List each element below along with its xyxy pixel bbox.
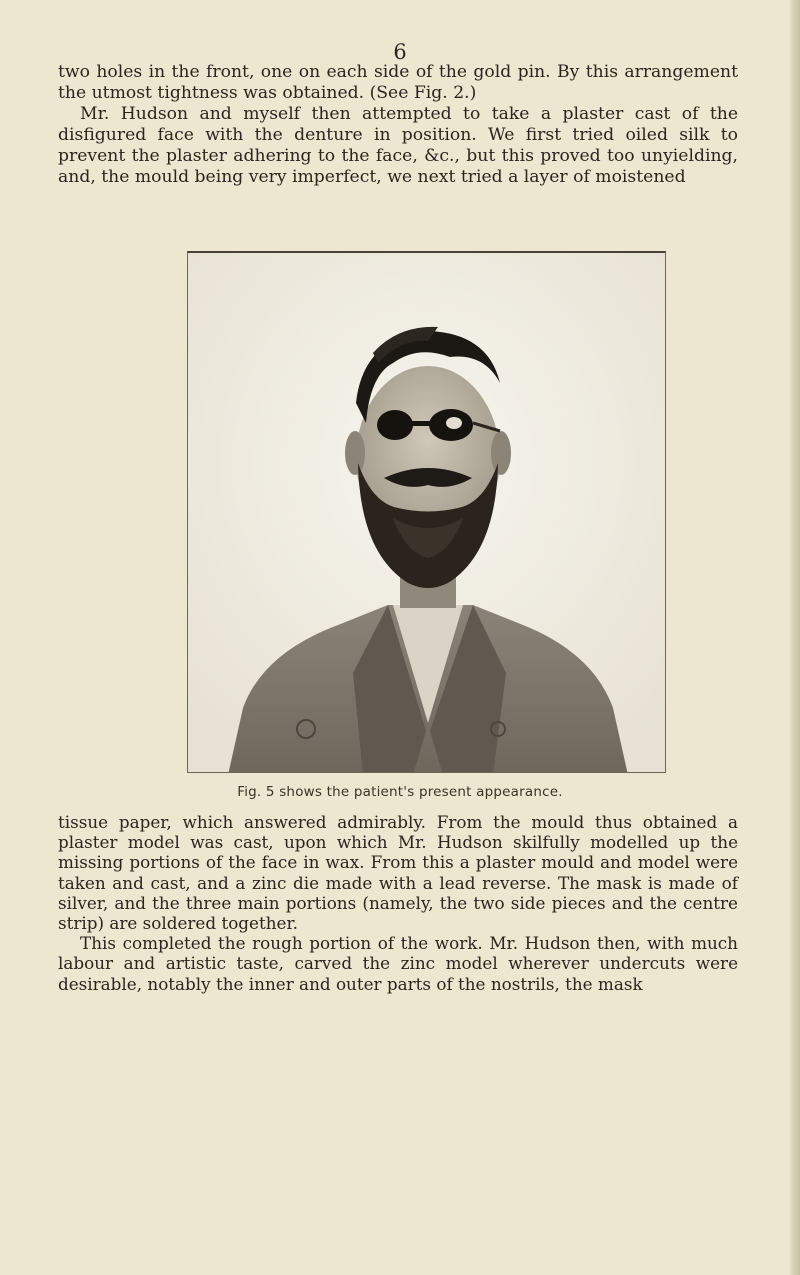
portrait-figure	[187, 251, 666, 773]
portrait-photograph	[188, 253, 666, 773]
page-edge	[790, 0, 800, 1275]
bottom-text-block	[58, 812, 738, 994]
top-text-block	[58, 62, 738, 188]
paragraph-continued: two holes in the front, one on each side of the gold pin. By this arrangement the utmost tightness was obtained. (See Fig. 2.)	[58, 62, 738, 103]
figure-caption: Fig. 5 shows the patient's present appearance.	[237, 784, 563, 800]
paragraph-tissue-paper: tissue paper, which answered admirably. From the mould thus obtained a plaster model was cast, upon which Mr. Hudson skilfully modelled up the missing portions of the face in wax. From this a plaster mould and model were taken and cast, and a zinc die made with a lead reverse. The mask is made of silver, and the three main portions (namely, the two side pieces and the centre strip) are soldered together.	[58, 812, 738, 934]
page-number: 6	[393, 40, 407, 64]
paragraph-plaster-cast: Mr. Hudson and myself then attempted to take a plaster cast of the disfigured face with the denture in position. We first tried oiled silk to prevent the plaster adhering to the face, &c., but this proved too unyielding, and, the mould being very imperfect, we next tried a layer of moistened	[58, 104, 738, 187]
paragraph-rough-portion: This completed the rough portion of the work. Mr. Hudson then, with much labour and artistic taste, carved the zinc model wherever undercuts were desirable, notably the inner and outer parts of the nostrils, the mask	[58, 933, 738, 994]
